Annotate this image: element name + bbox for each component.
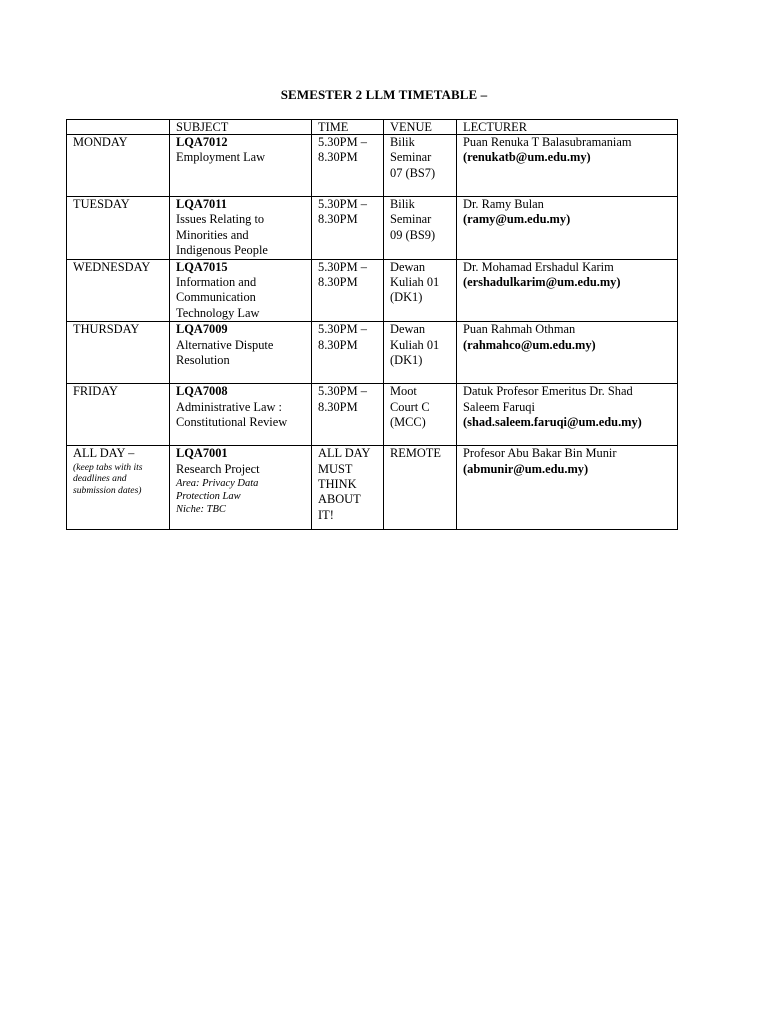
venue-line: Kuliah 01 — [390, 337, 440, 352]
lecturer-email: (renukatb@um.edu.my) — [463, 150, 591, 165]
subject-name-line: Technology Law — [176, 305, 260, 320]
venue-line: Seminar — [390, 212, 432, 227]
day-cell — [67, 322, 170, 384]
subject-cell — [170, 446, 312, 530]
table-row — [67, 259, 678, 322]
day-cell — [67, 135, 170, 197]
venue-line: Dewan — [390, 322, 426, 337]
venue-line: (MCC) — [390, 415, 426, 430]
day-label: WEDNESDAY — [73, 259, 151, 274]
time-cell — [312, 135, 384, 197]
time-line: 8.30PM — [318, 337, 358, 352]
venue-cell — [384, 197, 457, 260]
lecturer-name-line: Dr. Ramy Bulan — [463, 197, 544, 211]
venue-line: 09 (BS9) — [390, 227, 436, 242]
day-label: THURSDAY — [73, 322, 140, 337]
time-cell — [312, 446, 384, 530]
lecturer-name-line: Datuk Profesor Emeritus Dr. Shad — [463, 384, 633, 399]
lecturer-cell — [457, 259, 678, 322]
day-cell — [67, 259, 170, 322]
subject-cell — [170, 322, 312, 384]
subject-cell — [170, 197, 312, 260]
lecturer-name-line: Dr. Mohamad Ershadul Karim — [463, 259, 614, 274]
header-venue: VENUE — [384, 120, 457, 135]
subject-name-line: Issues Relating to — [176, 212, 265, 227]
day-cell — [67, 197, 170, 260]
venue-line: Dewan — [390, 259, 426, 274]
header-lecturer: LECTURER — [457, 120, 678, 135]
lecturer-cell — [457, 446, 678, 530]
day-note-line: deadlines and — [73, 473, 127, 485]
time-line: THINK — [318, 477, 357, 492]
lecturer-cell — [457, 384, 678, 446]
subject-code: LQA7009 — [176, 322, 228, 337]
subject-name-line: Alternative Dispute — [176, 337, 274, 352]
day-label: FRIDAY — [73, 384, 118, 399]
day-label: TUESDAY — [73, 197, 130, 211]
time-line: 5.30PM – — [318, 322, 367, 337]
header-row — [67, 120, 678, 135]
venue-cell — [384, 135, 457, 197]
lecturer-email: (abmunir@um.edu.my) — [463, 461, 589, 476]
venue-cell — [384, 446, 457, 530]
time-line: 8.30PM — [318, 212, 358, 227]
time-line: 5.30PM – — [318, 259, 367, 274]
subject-name-line: Constitutional Review — [176, 415, 288, 430]
lecturer-name-line: Saleem Faruqi — [463, 399, 535, 414]
time-line: 5.30PM – — [318, 135, 367, 149]
lecturer-email: (ershadulkarim@um.edu.my) — [463, 275, 621, 290]
lecturer-cell — [457, 135, 678, 197]
venue-line: Seminar — [390, 150, 432, 165]
day-note-line: (keep tabs with its — [73, 461, 143, 473]
subject-name-line: Resolution — [176, 353, 230, 368]
time-line: 5.30PM – — [318, 384, 367, 399]
time-line: 5.30PM – — [318, 197, 367, 211]
subject-note-line: Protection Law — [176, 491, 241, 503]
lecturer-cell — [457, 322, 678, 384]
subject-name-line: Research Project — [176, 461, 260, 476]
time-line: IT! — [318, 507, 334, 522]
lecturer-email: (shad.saleem.faruqi@um.edu.my) — [463, 415, 642, 430]
venue-line: Bilik — [390, 197, 415, 211]
header-day — [67, 120, 170, 135]
venue-line: (DK1) — [390, 290, 423, 305]
venue-line: Moot — [390, 384, 417, 399]
subject-name-line: Information and — [176, 275, 257, 290]
table-row-allday — [67, 446, 678, 530]
time-line: 8.30PM — [318, 150, 358, 165]
header-time: TIME — [312, 120, 384, 135]
venue-line: Court C — [390, 399, 430, 414]
subject-cell — [170, 135, 312, 197]
lecturer-cell — [457, 197, 678, 260]
time-line: ALL DAY — [318, 446, 371, 461]
day-label: ALL DAY – — [73, 446, 135, 461]
lecturer-email: (rahmahco@um.edu.my) — [463, 337, 596, 352]
time-cell — [312, 384, 384, 446]
subject-name-line: Employment Law — [176, 150, 266, 165]
venue-line: Kuliah 01 — [390, 275, 440, 290]
subject-code: LQA7001 — [176, 446, 228, 461]
subject-note-line: Niche: TBC — [176, 504, 226, 516]
day-label: MONDAY — [73, 135, 128, 149]
subject-cell — [170, 384, 312, 446]
venue-cell — [384, 259, 457, 322]
venue-line: 07 (BS7) — [390, 165, 436, 180]
time-line: 8.30PM — [318, 399, 358, 414]
lecturer-name-line: Puan Rahmah Othman — [463, 322, 576, 337]
subject-code: LQA7008 — [176, 384, 228, 399]
time-cell — [312, 197, 384, 260]
subject-code: LQA7011 — [176, 197, 227, 211]
table-row — [67, 135, 678, 197]
venue-cell — [384, 322, 457, 384]
day-cell — [67, 384, 170, 446]
header-subject: SUBJECT — [170, 120, 312, 135]
lecturer-name-line: Puan Renuka T Balasubramaniam — [463, 135, 632, 149]
subject-name-line: Indigenous People — [176, 243, 268, 258]
page-title: SEMESTER 2 LLM TIMETABLE – — [280, 87, 488, 102]
subject-cell — [170, 259, 312, 322]
table-row — [67, 384, 678, 446]
day-cell — [67, 446, 170, 530]
day-note-line: submission dates) — [73, 484, 142, 496]
subject-name-line: Minorities and — [176, 227, 249, 242]
venue-line: REMOTE — [390, 446, 441, 461]
time-line: MUST — [318, 461, 353, 476]
timetable — [66, 119, 678, 530]
table-row — [67, 322, 678, 384]
table-row — [67, 197, 678, 260]
venue-line: (DK1) — [390, 353, 423, 368]
subject-code: LQA7012 — [176, 135, 228, 149]
time-line: ABOUT — [318, 492, 361, 507]
subject-name-line: Communication — [176, 290, 256, 305]
time-cell — [312, 322, 384, 384]
lecturer-email: (ramy@um.edu.my) — [463, 212, 571, 227]
time-cell — [312, 259, 384, 322]
subject-code: LQA7015 — [176, 259, 228, 274]
venue-line: Bilik — [390, 135, 415, 149]
venue-cell — [384, 384, 457, 446]
subject-note-line: Area: Privacy Data — [176, 478, 259, 490]
time-line: 8.30PM — [318, 275, 358, 290]
lecturer-name-line: Profesor Abu Bakar Bin Munir — [463, 446, 617, 461]
subject-name-line: Administrative Law : — [176, 399, 282, 414]
